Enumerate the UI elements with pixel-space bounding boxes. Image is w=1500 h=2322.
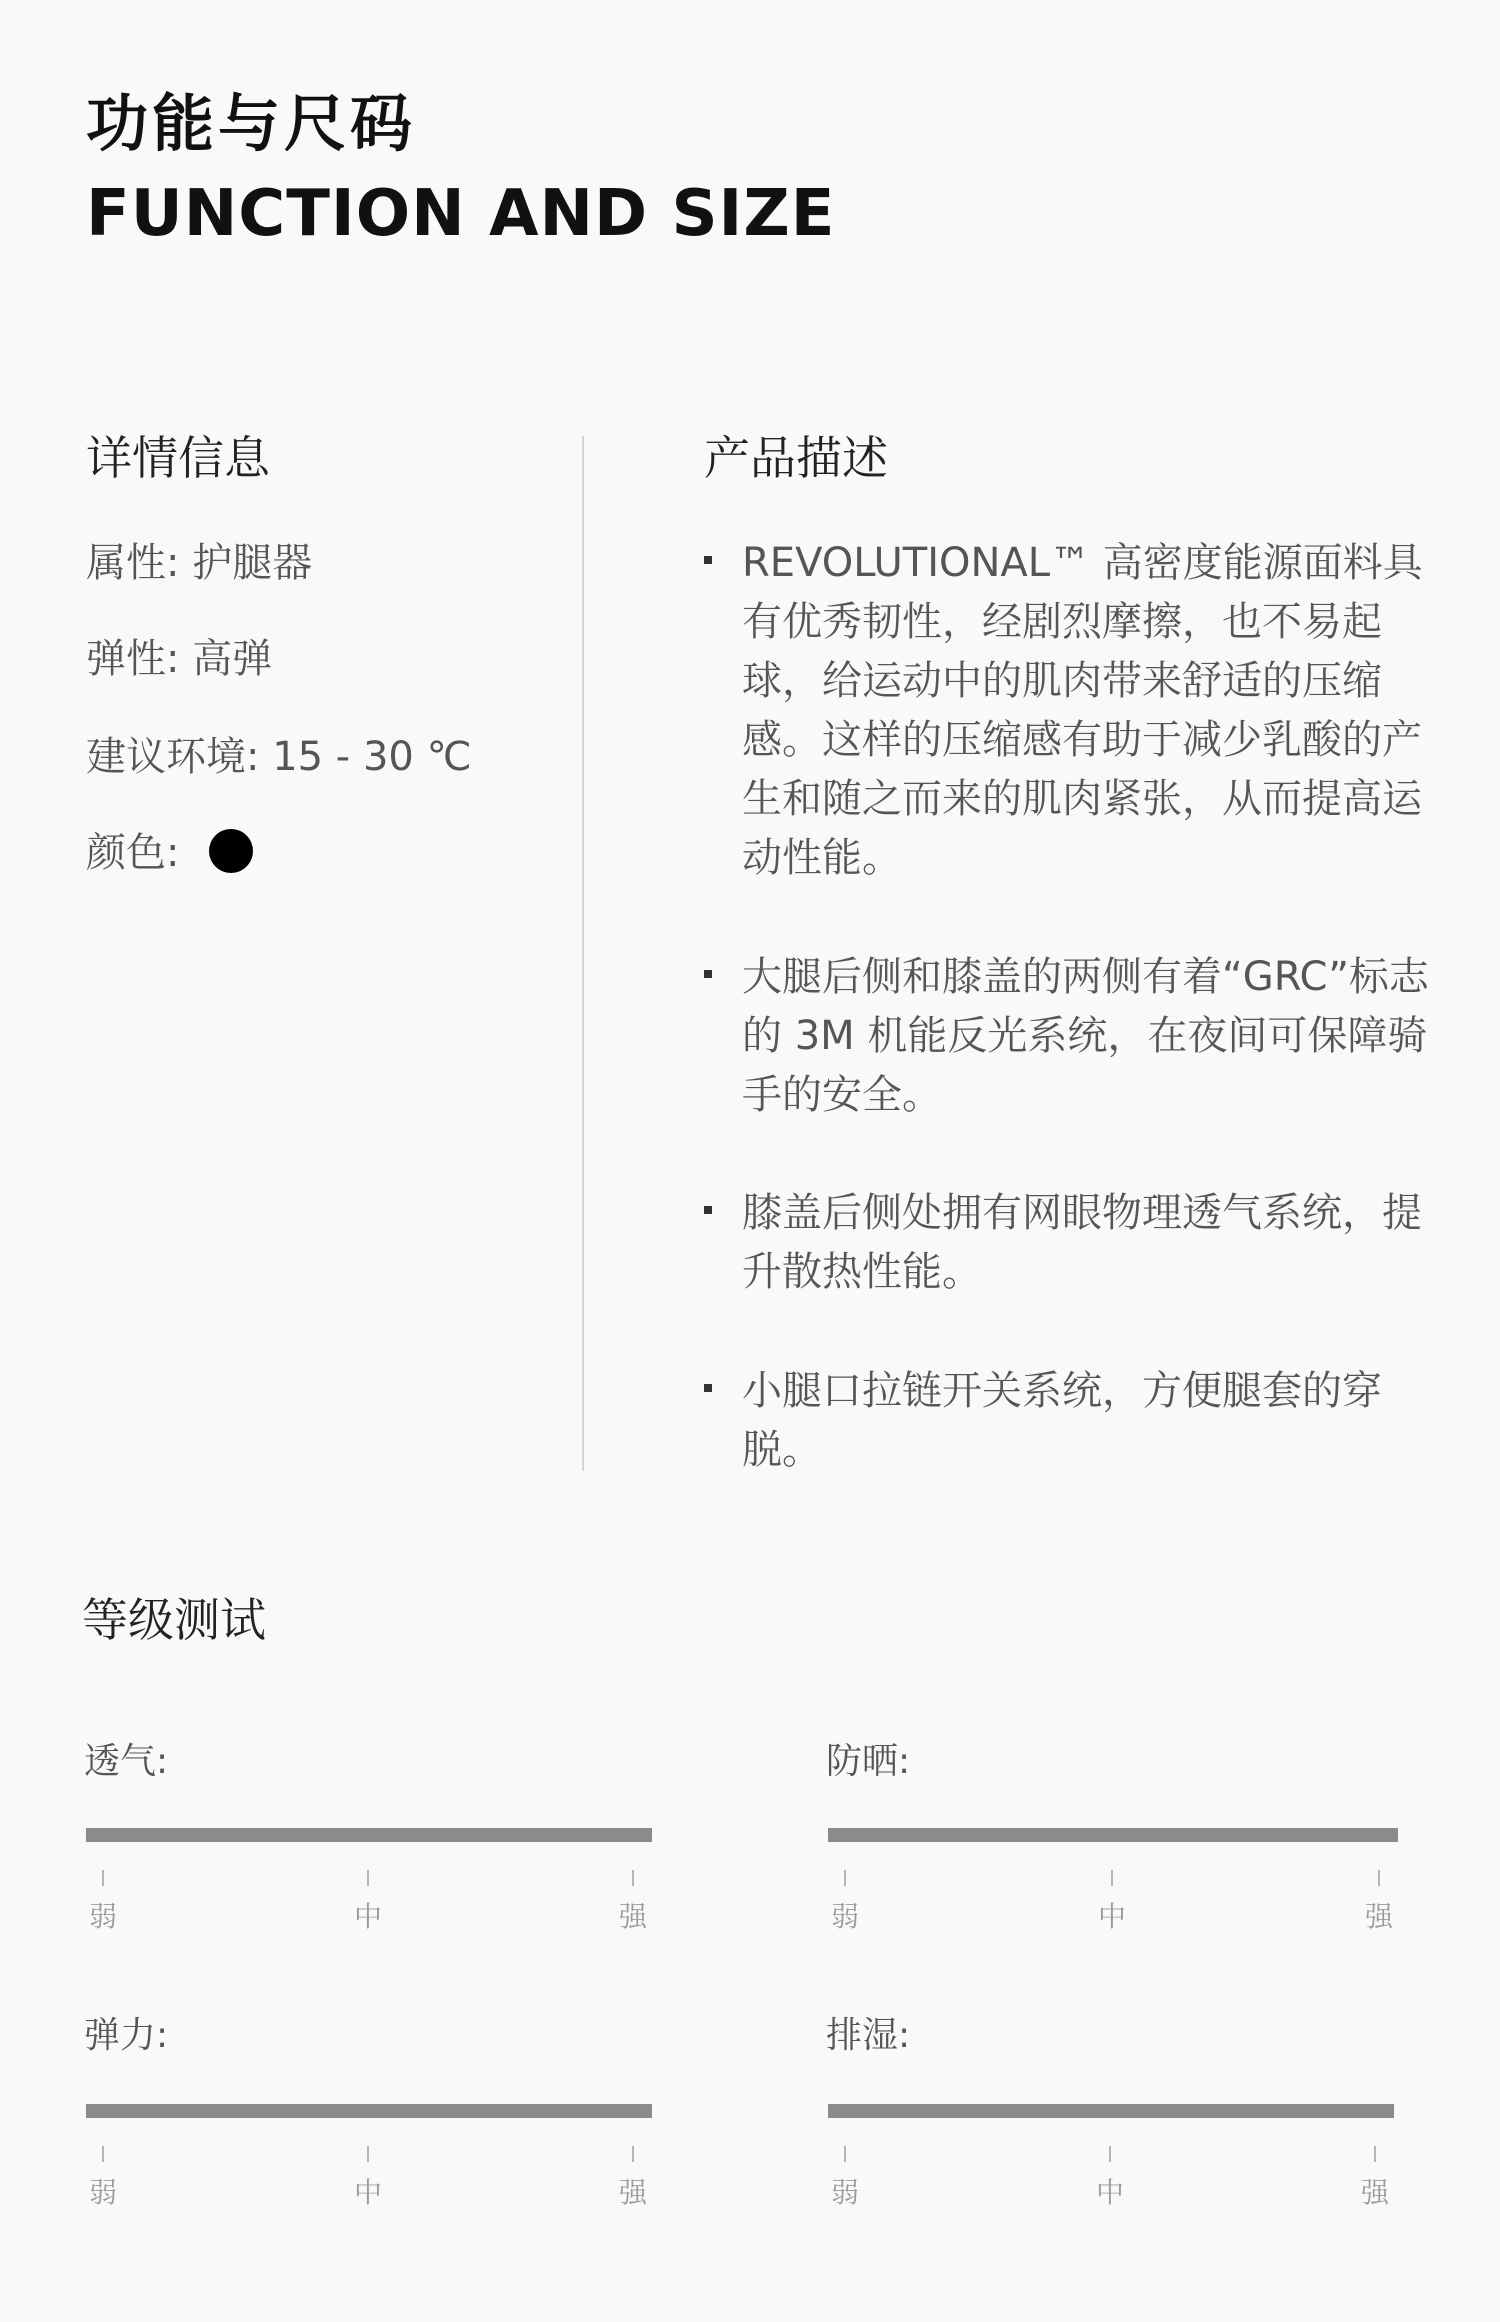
description-text: 大腿后侧和膝盖的两侧有着“GRC”标志的 3M 机能反光系统，在夜间可保障骑手的安全。 (742, 954, 1429, 1118)
scale-tick (367, 2146, 369, 2162)
scale-tick (1378, 1870, 1380, 1886)
scale-label: 中 (1097, 1900, 1126, 1933)
scale-label: 强 (1364, 1900, 1393, 1933)
bullet-icon (704, 556, 712, 564)
page-title-cn: 功能与尺码 (86, 87, 417, 160)
page-title-en: FUNCTION AND SIZE (86, 177, 836, 251)
color-row (86, 828, 253, 878)
grade-bar (828, 1828, 1398, 1842)
elasticity-text: 弹性: 高弹 (86, 636, 273, 682)
scale-label: 强 (1360, 2176, 1389, 2209)
scale-tick (367, 1870, 369, 1886)
scale-label: 弱 (830, 2176, 859, 2209)
grade-bar (86, 2104, 652, 2118)
scale-tick (102, 2146, 104, 2162)
scale-label: 强 (618, 2176, 647, 2209)
scale-tick (632, 2146, 634, 2162)
description-heading: 产品描述 (704, 431, 888, 485)
scale-label: 中 (1095, 2176, 1124, 2209)
grade-bar (86, 1828, 652, 1842)
scale-tick (632, 1870, 634, 1886)
scale-tick (844, 1870, 846, 1886)
grade-label: 透气: (84, 1741, 169, 1782)
scale-label: 中 (353, 2176, 382, 2209)
scale-label: 弱 (88, 2176, 117, 2209)
scale-label: 弱 (88, 1900, 117, 1933)
description-text: 小腿口拉链开关系统，方便腿套的穿脱。 (742, 1368, 1382, 1473)
column-divider (582, 436, 584, 1471)
grade-label: 弹力: (84, 2015, 169, 2056)
description-text: 膝盖后侧处拥有网眼物理透气系统，提升散热性能。 (742, 1190, 1422, 1295)
grade-label: 防晒: (826, 1741, 911, 1782)
scale-tick (102, 1870, 104, 1886)
scale-tick (1109, 2146, 1111, 2162)
color-swatch (209, 829, 253, 873)
attribute-text: 属性: 护腿器 (86, 540, 313, 586)
scale-label: 中 (353, 1900, 382, 1933)
bullet-icon (704, 1384, 712, 1392)
scale-tick (1111, 1870, 1113, 1886)
scale-tick (1374, 2146, 1376, 2162)
color-label: 颜色: (86, 830, 180, 876)
details-heading: 详情信息 (86, 431, 270, 485)
bullet-icon (704, 1206, 712, 1214)
bullet-icon (704, 970, 712, 978)
scale-label: 弱 (830, 1900, 859, 1933)
scale-label: 强 (618, 1900, 647, 1933)
grade-label: 排湿: (826, 2015, 911, 2056)
description-text: REVOLUTIONAL™ 高密度能源面料具有优秀韧性，经剧烈摩擦，也不易起球，给运动中的肌肉带来舒适的压缩感。这样的压缩感有助于减少乳酸的产生和随之而来的肌肉紧张，从而提高运动性能。 (742, 540, 1423, 881)
scale-tick (844, 2146, 846, 2162)
grade-bar (828, 2104, 1394, 2118)
environment-text: 建议环境: 15 - 30 ℃ (86, 734, 472, 780)
grading-heading: 等级测试 (82, 1593, 266, 1647)
